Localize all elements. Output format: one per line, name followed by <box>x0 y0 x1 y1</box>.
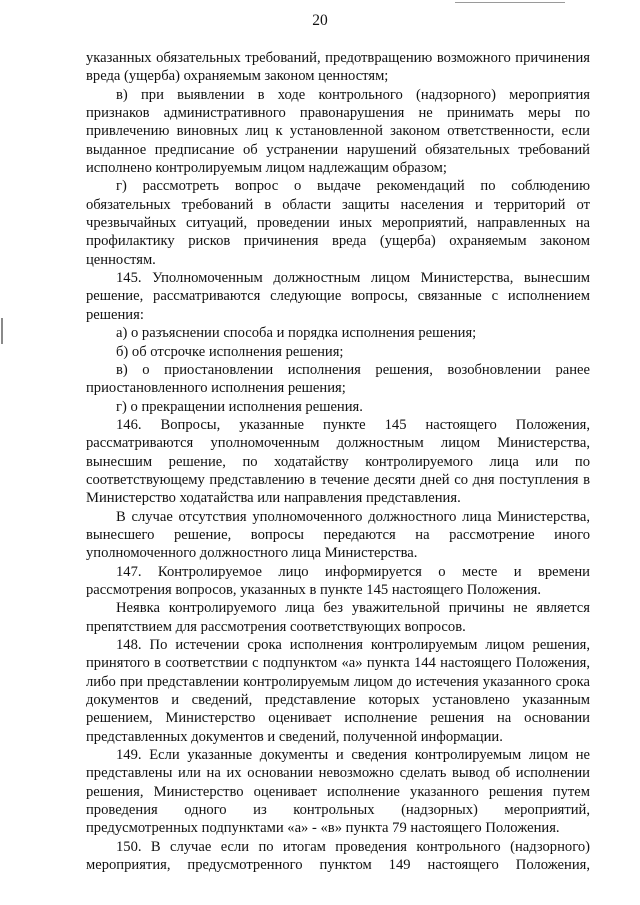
paragraph: в) о приостановлении исполнения решения, возобновлении ранее приостановленного исполнения решения; <box>86 361 590 397</box>
paragraph: указанных обязательных требований, предотвращению возможного причинения вреда (ущерба) охраняемым законом ценностям; <box>86 50 590 85</box>
paragraph: 145. Уполномоченным должностным лицом Министерства, вынесшим решение, рассматриваются следующие вопросы, связанные с исполнением решения: <box>86 270 590 323</box>
page-number: 20 <box>312 12 328 29</box>
paragraph: г) о прекращении исполнения решения. <box>116 398 363 415</box>
paragraph: а) о разъяснении способа и порядка исполнения решения; <box>116 325 477 342</box>
paragraph: 147. Контролируемое лицо информируется о месте и времени рассмотрения вопросов, указанных в пункте 145 настоящего Положения. <box>86 563 590 598</box>
top-edge-line <box>455 2 565 3</box>
paragraph: 146. Вопросы, указанные пункте 145 настоящего Положения, рассматриваются уполномоченным должностным лицом Министерства, вынесшим решение, по ходатайству контролируемого лица или по соответствующему представлению в течение десяти дней со дня поступления в Министерство ходатайства или направления представления. <box>86 416 590 507</box>
paragraph: 148. По истечении срока исполнения контролируемым лицом решения, принятого в соответствии с подпунктом «а» пункта 144 настоящего Положения, либо при представлении контролируемым лицом до истечения указанного срока документов и сведений, представление которых установлено указанным решением, Министерство оценивает исполнение решения на основании представленных документов и сведений, полученной информации. <box>86 637 590 745</box>
paragraph: 149. Если указанные документы и сведения контролируемым лицом не представлены или на их основании невозможно сделать вывод об исполнении решения, Министерство оценивает исполнение указанного решения путем проведения одного из контрольных (надзорных) мероприятий, предусмотренных подпунктами «а» - «в» пункта 79 настоящего Положения. <box>86 747 590 837</box>
paragraph: В случае отсутствия уполномоченного должностного лица Министерства, вынесшего решение, вопросы передаются на рассмотрение иного уполномоченного должностного лица Министерства. <box>86 508 590 562</box>
document-body <box>86 49 590 874</box>
paragraph: Неявка контролируемого лица без уважительной причины не является препятствием для рассмотрения соответствующих вопросов. <box>86 600 590 635</box>
paragraph: в) при выявлении в ходе контрольного (надзорного) мероприятия признаков административного правонарушения не принимать меры по привлечению виновных лиц к установленной законом ответственности, если выданное предписание об устранении нарушений обязательных требований исполнено контролируемым лицом надлежащим образом; <box>86 86 590 177</box>
paragraph: б) об отсрочке исполнения решения; <box>116 343 344 360</box>
margin-mark <box>1 318 3 344</box>
paragraph: г) рассмотреть вопрос о выдаче рекомендаций по соблюдению обязательных требований в области защиты населения и территорий от чрезвычайных ситуаций, проведении иных мероприятий, направленных на профилактику рисков причинения вреда (ущерба) охраняемым законом ценностям. <box>86 178 590 268</box>
paragraph: 150. В случае если по итогам проведения контрольного (надзорного) мероприятия, предусмотренного пунктом 149 настоящего Положения, <box>86 838 590 874</box>
